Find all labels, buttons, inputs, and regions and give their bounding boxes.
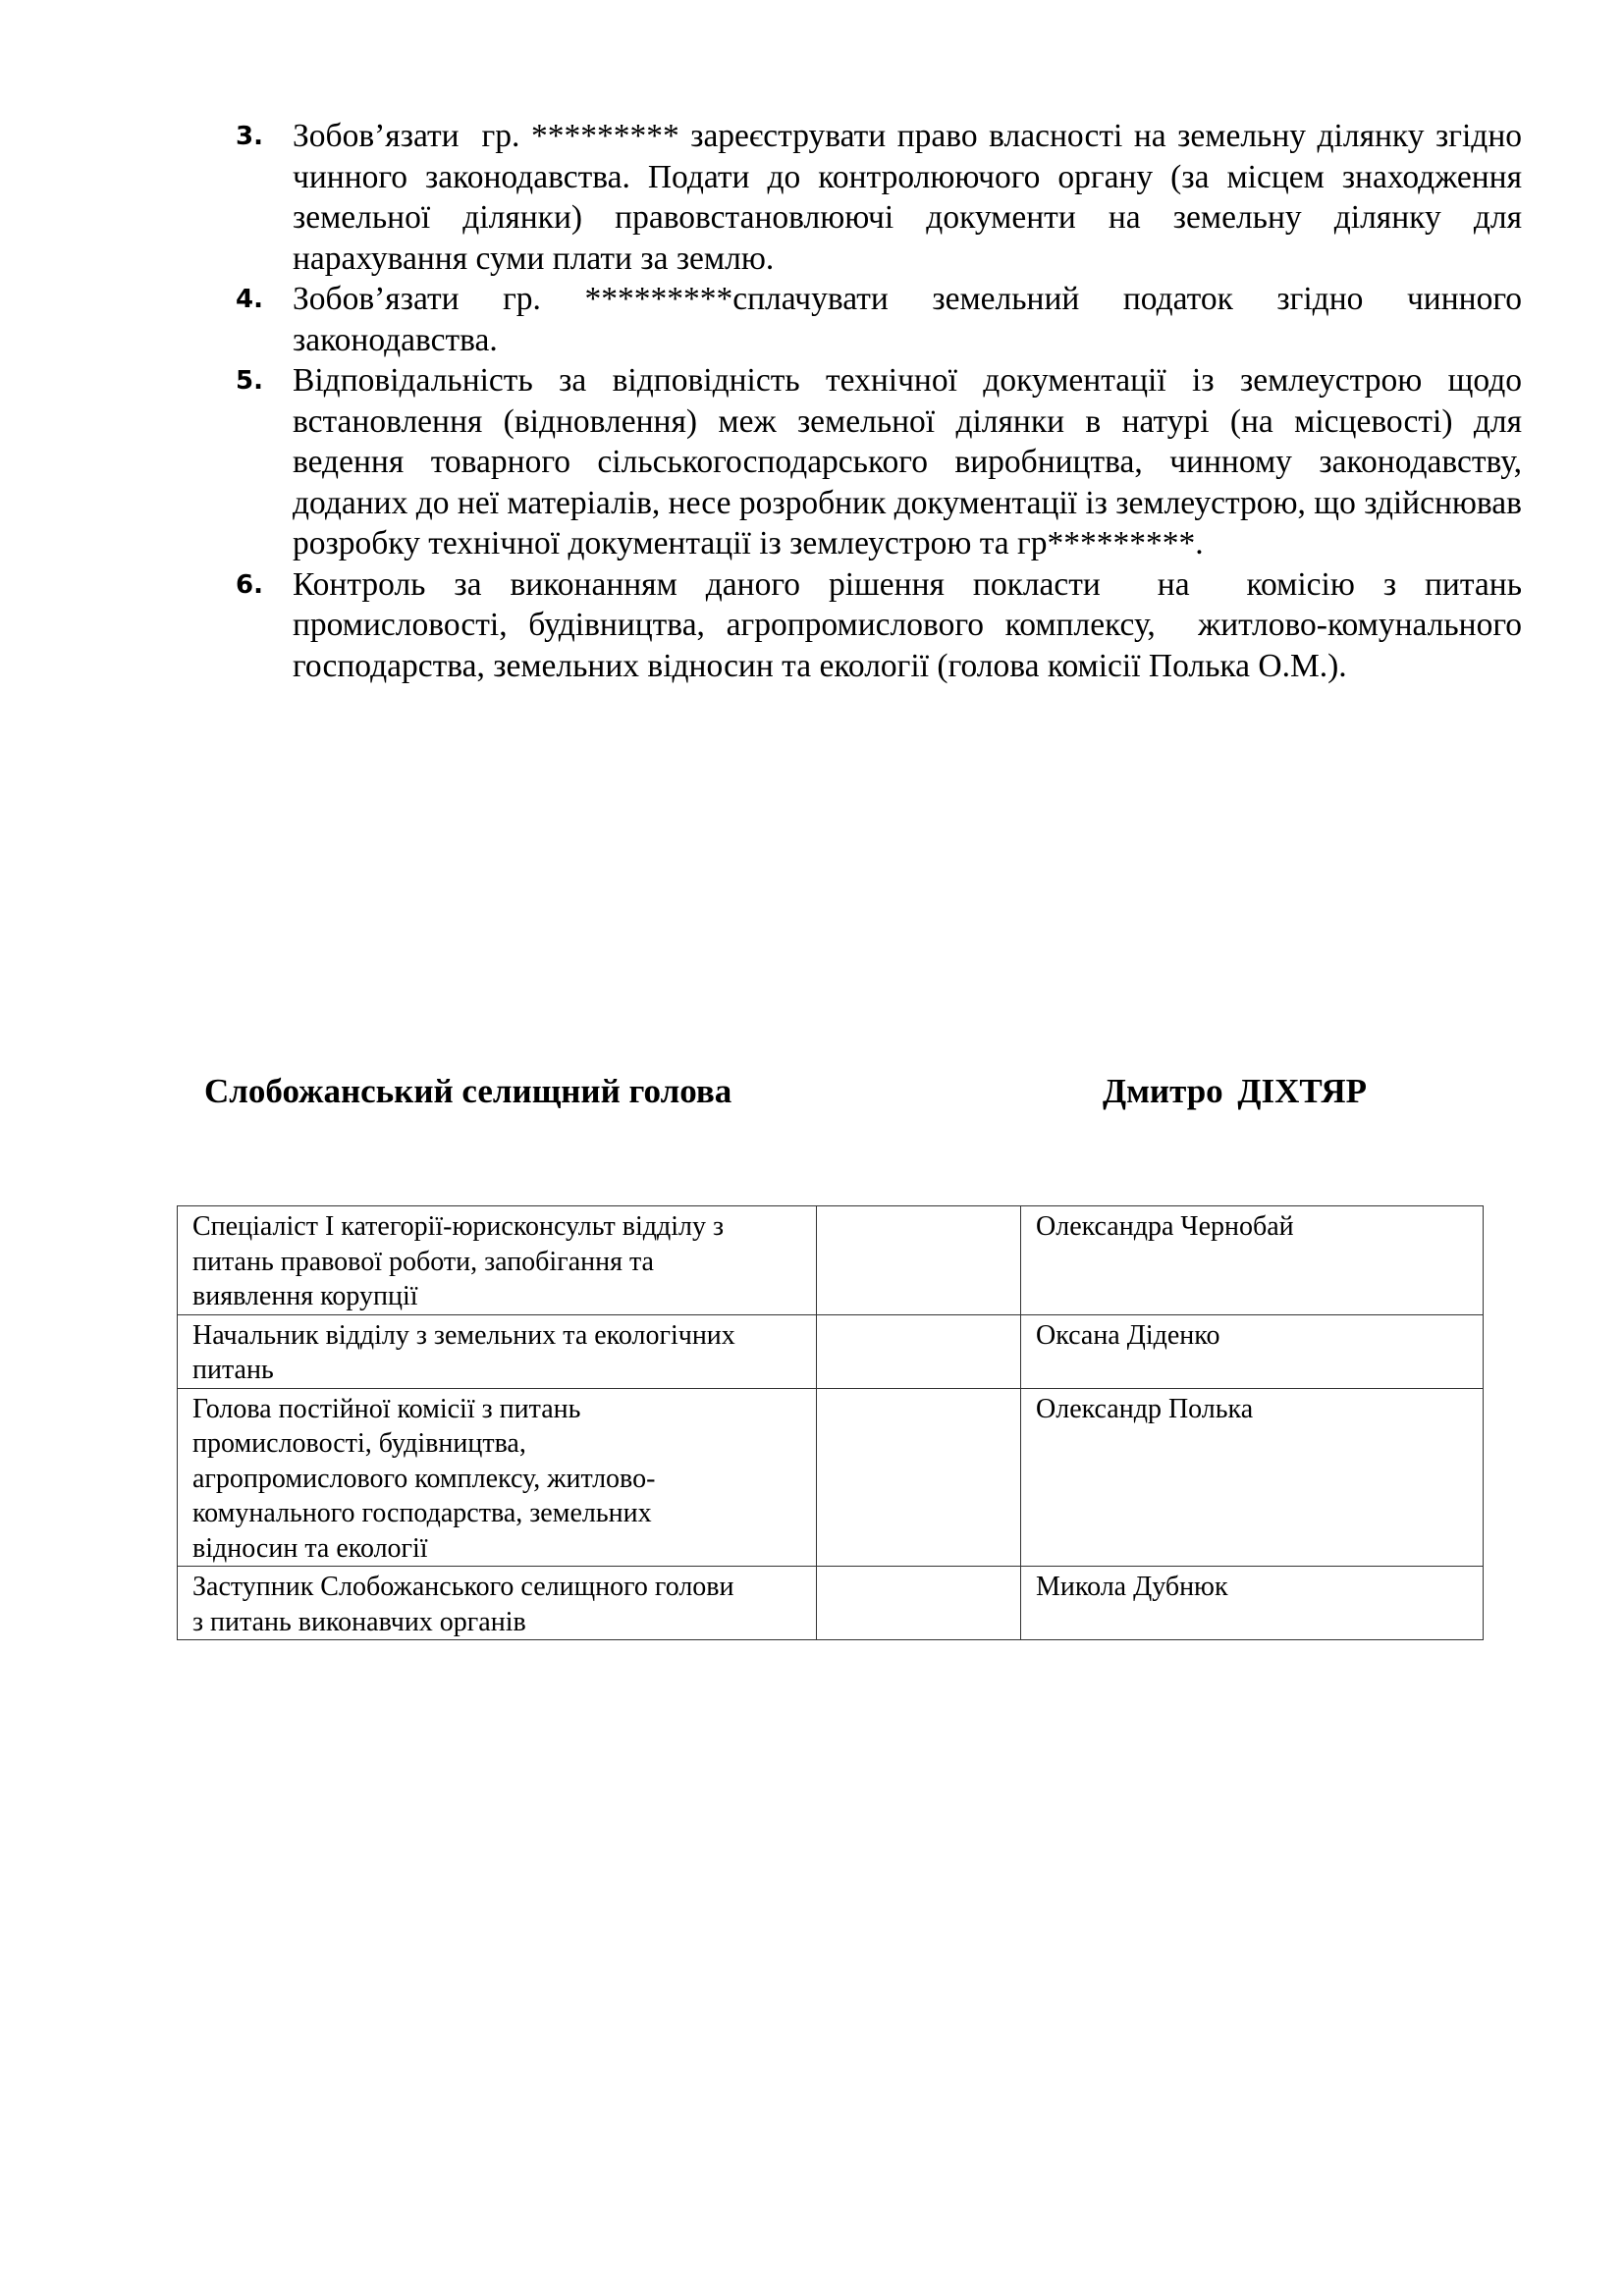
approver-name: Оксана Діденко [1021,1314,1484,1388]
item-text: Зобов’язати гр. ********* зареєструвати право власності на земельну ділянку згідно чинного законодавства. Подати до контролюючого органу (за місцем знаходження земельної ділянки) правовстановлюючі документи на земельну ділянку для нарахування суми плати за землю. [293,118,1531,277]
approver-signature-cell [817,1388,1021,1567]
decision-item [236,564,1539,687]
item-number: 4. [236,285,263,314]
item-text: Зобов’язати гр. *********сплачувати земельний податок згідно чинного законодавства. [293,281,1531,358]
approver-name: Олександр Полька [1021,1388,1484,1567]
approver-name: Олександра Чернобай [1021,1206,1484,1315]
approver-name: Микола Дубнюк [1021,1567,1484,1640]
item-number: 6. [236,569,263,600]
table-row [178,1388,1484,1567]
signatory-title: Слобожанський селищний голова [204,1072,732,1110]
table-row [178,1206,1484,1315]
decision-items-list [236,116,1539,686]
decision-item [236,360,1531,564]
approver-signature-cell [817,1314,1021,1388]
approver-position: Спеціаліст I категорії-юрисконсульт відділу з питань правової роботи, запобігання та виявлення корупції [178,1206,817,1315]
approvals-table [177,1205,1484,1640]
approver-signature-cell [817,1567,1021,1640]
item-text: Контроль за виконанням даного рішення покласти на комісію з питань промисловості, будівництва, агропромислового комплексу, житлово-комунального господарства, земельних відносин та екології (голова комісії Полька О.М.). [293,565,1539,684]
approver-position: Начальник відділу з земельних та екологічних питань [178,1314,817,1388]
approver-position: Голова постійної комісії з питань промисловості, будівництва, агропромислового комплексу, житлово- комунального господарства, земельних відносин та екології [178,1388,817,1567]
table-row [178,1314,1484,1388]
decision-item [236,116,1531,279]
item-number: 5. [236,366,263,396]
approver-signature-cell [817,1206,1021,1315]
approver-position: Заступник Слобожанського селищного голови з питань виконавчих органів [178,1567,817,1640]
signatory-name: Дмитро ДІХТЯР [1103,1072,1368,1110]
decision-item [236,279,1531,360]
item-number: 3. [236,122,263,151]
table-row [178,1567,1484,1640]
item-text: Відповідальність за відповідність технічної документації із землеустрою щодо встановлення (відновлення) меж земельної ділянки в натурі (на місцевості) для ведення товарного сільськогосподарського виробництва, чинному законодавству, доданих до неї матеріалів, несе розробник документації із землеустрою, що здійснював розробку технічної документації із землеустрою та гр*********. [293,362,1531,561]
